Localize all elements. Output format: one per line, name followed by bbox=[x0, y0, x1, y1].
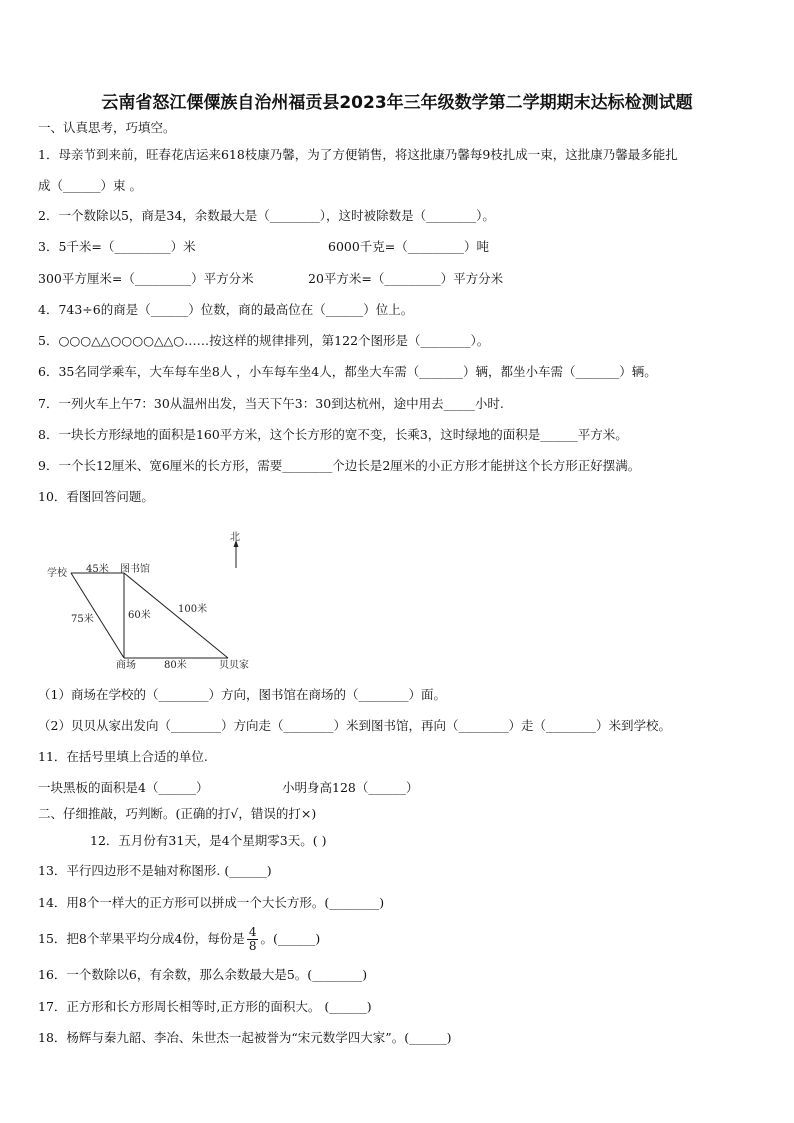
page-title: 云南省怒江傈僳族自治州福贡县2023年三年级数学第二学期期末达标检测试题 bbox=[101, 93, 693, 113]
question-5: 5．○○○△△○○○○△△○……按这样的规律排列，第122个图形是（________）。 bbox=[38, 333, 490, 348]
question-16: 16．一个数除以6，有余数，那么余数最大是5。(________) bbox=[38, 967, 368, 982]
question-15-text: 15．把8个苹果平均分成4份，每份是 bbox=[38, 931, 245, 946]
question-11-left: 一块黑板的面积是4（______） bbox=[38, 780, 209, 795]
question-11: 11．在括号里填上合适的单位. bbox=[38, 749, 208, 764]
question-17: 17．正方形和长方形周长相等时,正方形的面积大。 (______) bbox=[38, 999, 372, 1014]
question-2: 2．一个数除以5，商是34，余数最大是（________），这时被除数是（________）。 bbox=[38, 208, 495, 223]
fraction bbox=[247, 926, 259, 953]
fraction-denominator: 8 bbox=[248, 939, 257, 953]
question-3-right-a: 6000千克=（_________）吨 bbox=[328, 239, 490, 254]
question-8: 8．一块长方形绿地的面积是160平方米，这个长方形的宽不变，长乘3，这时绿地的面积是______平方米。 bbox=[38, 427, 628, 442]
question-18: 18．杨辉与秦九韶、李冶、朱世杰一起被誉为“宋元数学四大家”。(______) bbox=[38, 1030, 452, 1045]
mall-label: 商场 bbox=[116, 660, 136, 671]
question-15 bbox=[38, 924, 320, 954]
north-label: 北 bbox=[230, 532, 240, 543]
fraction-numerator: 4 bbox=[248, 925, 257, 939]
school-label: 学校 bbox=[47, 568, 67, 579]
question-4: 4．743÷6的商是（______）位数，商的最高位在（______）位上。 bbox=[38, 302, 414, 317]
question-10: 10．看图回答问题。 bbox=[38, 489, 154, 504]
question-13: 13．平行四边形不是轴对称图形. (______) bbox=[38, 863, 272, 878]
distance-library-home: 100米 bbox=[178, 604, 208, 615]
distance-school-mall: 75米 bbox=[71, 614, 94, 625]
question-1-line-2: 成（______）束 。 bbox=[38, 178, 142, 193]
question-3-right-b: 20平方米=（_________）平方分米 bbox=[308, 271, 504, 286]
question-14: 14．用8个一样大的正方形可以拼成一个大长方形。(________) bbox=[38, 895, 385, 910]
distance-school-library: 45米 bbox=[86, 564, 109, 575]
north-arrow bbox=[230, 531, 240, 568]
question-12: 12．五月份有31天，是4个星期零3天。( ) bbox=[90, 833, 327, 848]
question-6: 6．35名同学乘车，大车每车坐8人 ，小车每车坐4人，都坐大车需（_______）辆，都坐小车需（_______）辆。 bbox=[38, 364, 657, 379]
question-10-part-1: （1）商场在学校的（________）方向，图书馆在商场的（________）面。 bbox=[38, 687, 446, 702]
map-diagram bbox=[38, 528, 278, 674]
section-heading-judge: 二、仔细推敲，巧判断。(正确的打√，错误的打×) bbox=[38, 806, 317, 821]
section-heading-fill-in: 一、认真思考，巧填空。 bbox=[38, 120, 176, 135]
library-label: 图书馆 bbox=[120, 564, 150, 575]
distance-library-mall: 60米 bbox=[128, 610, 151, 621]
question-3-left-b: 300平方厘米=（_________）平方分米 bbox=[38, 271, 254, 286]
home-label: 贝贝家 bbox=[219, 660, 249, 671]
question-10-part-2: （2）贝贝从家出发向（________）方向走（________）米到图书馆，再向（________）走（________）米到学校。 bbox=[38, 718, 671, 733]
distance-mall-home: 80米 bbox=[164, 660, 187, 671]
question-15-answer: 。(______) bbox=[260, 931, 321, 946]
question-7: 7．一列火车上午7：30从温州出发，当天下午3：30到达杭州，途中用去_____小时. bbox=[38, 396, 504, 411]
question-9: 9．一个长12厘米、宽6厘米的长方形，需要________个边长是2厘米的小正方形才能拼这个长方形正好摆满。 bbox=[38, 458, 641, 473]
question-3-left-a: 3．5千米=（_________）米 bbox=[38, 239, 196, 254]
question-11-right: 小明身高128（______） bbox=[282, 780, 419, 795]
question-1-line-1: 1．母亲节到来前，旺春花店运来618枝康乃馨，为了方便销售，将这批康乃馨每9枝扎成一束，这批康乃馨最多能扎 bbox=[38, 147, 678, 162]
